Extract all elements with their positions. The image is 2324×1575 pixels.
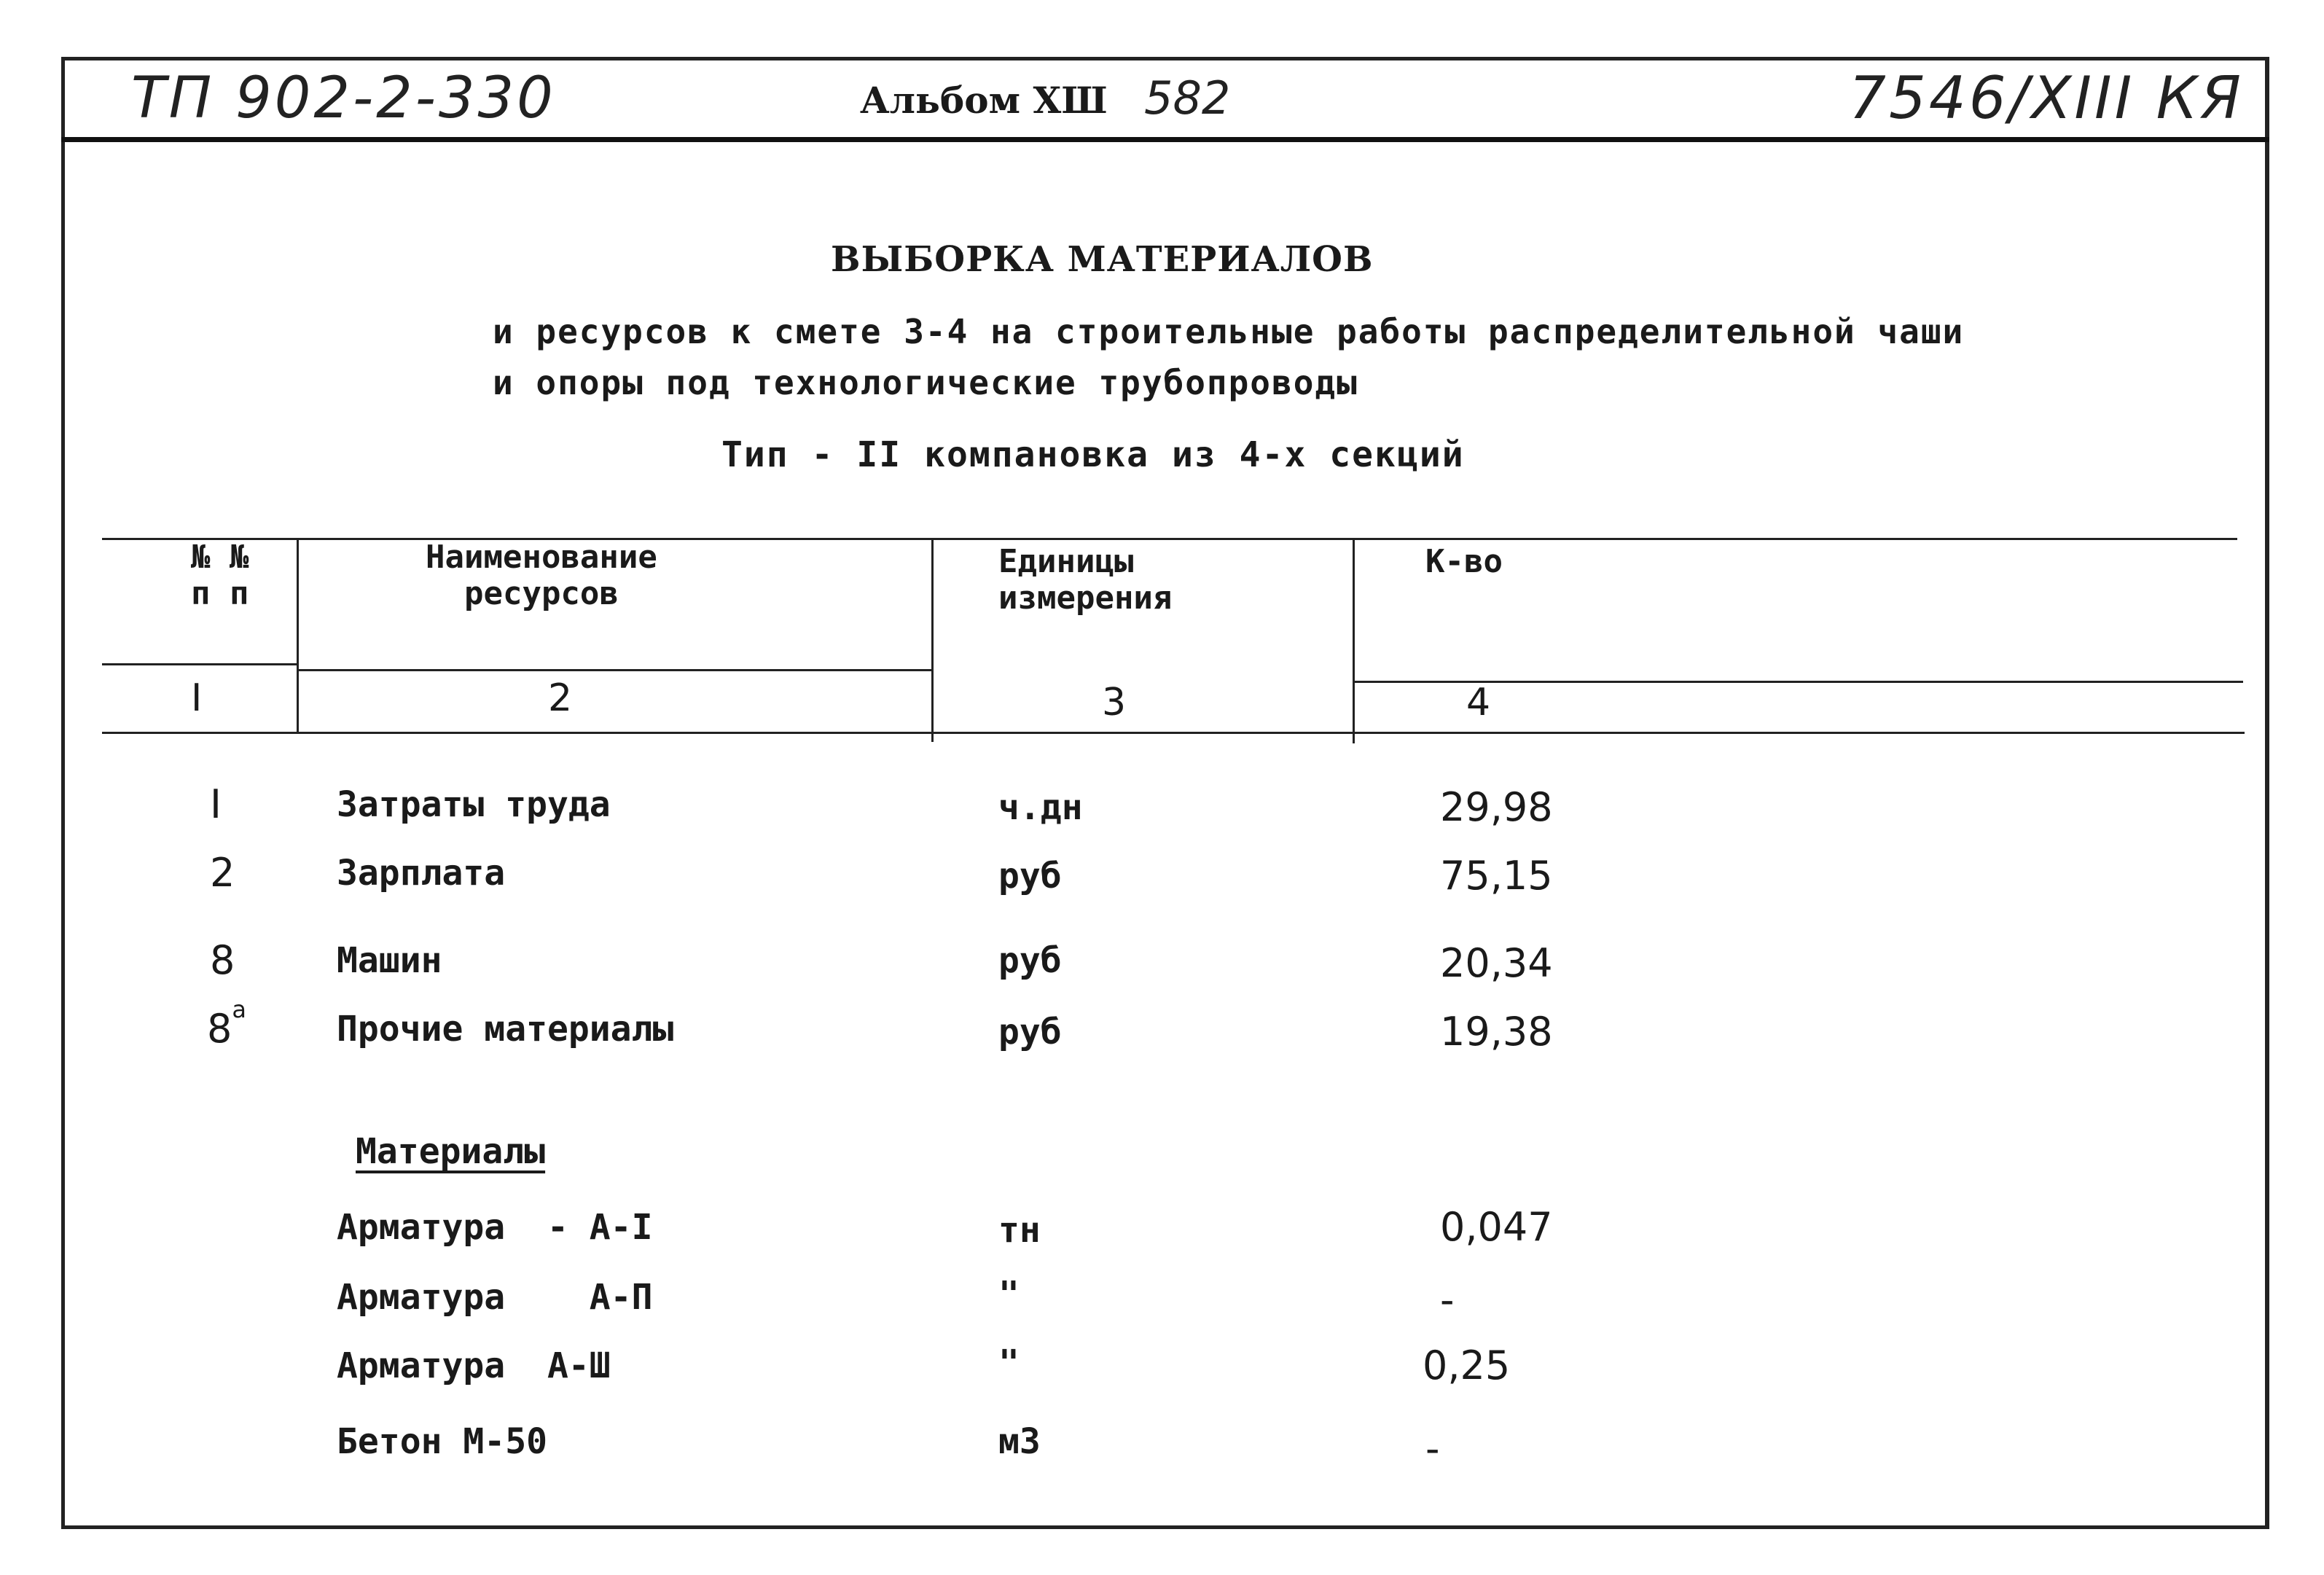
table-divider-3 [1353, 538, 1355, 743]
document-subtitle-line1: и ресурсов к смете 3-4 на строительные работы распределительной чаши [493, 312, 1965, 351]
row-quantity: 29,98 [1440, 784, 1553, 830]
material-name: Арматура А-Ш [337, 1345, 611, 1386]
header-unit: Единицы измерения [998, 543, 1173, 617]
table-divider-2 [931, 538, 934, 742]
row-quantity: 75,15 [1440, 853, 1553, 899]
row-name: Прочие материалы [337, 1009, 674, 1050]
row-number: I [210, 781, 222, 827]
table-header-line-left [102, 663, 299, 665]
table-column-numbers-line [102, 732, 2245, 734]
column-number: I [191, 676, 203, 720]
material-unit: м3 [998, 1421, 1041, 1462]
column-number: 4 [1466, 681, 1491, 724]
row-unit: ч.дн [998, 787, 1083, 828]
row-name: Затраты труда [337, 784, 611, 825]
document-subtitle-type: Тип - II компановка из 4-х секций [721, 434, 1465, 475]
column-number: 3 [1102, 681, 1127, 724]
row-number: 8 [210, 937, 235, 983]
row-quantity: 20,34 [1440, 940, 1553, 986]
row-unit: руб [998, 1012, 1062, 1052]
row-name: Машин [337, 940, 442, 981]
material-quantity: 0,047 [1440, 1204, 1553, 1250]
album-number: 582 [1144, 71, 1231, 125]
table-header-line-mid [299, 669, 933, 671]
material-unit: тн [998, 1210, 1041, 1251]
table-divider-1 [297, 538, 299, 733]
material-quantity: - [1425, 1426, 1440, 1472]
table-top-line [102, 538, 2237, 540]
column-number: 2 [548, 676, 573, 720]
header-resource-name: Наименование ресурсов [426, 539, 657, 612]
material-name: Арматура - А-I [337, 1207, 653, 1248]
header-number: № № п п [191, 539, 249, 612]
inventory-code: 7546/XIII КЯ [1849, 64, 2244, 132]
row-quantity: 19,38 [1440, 1009, 1553, 1055]
document-code: ТП 902-2-330 [131, 66, 556, 131]
row-number: $8^а$ [207, 996, 246, 1052]
material-quantity: - [1440, 1277, 1455, 1323]
album-label: Альбом ХШ [860, 79, 1108, 122]
header-quantity: К-во [1425, 543, 1503, 580]
row-name: Зарплата [337, 853, 506, 894]
row-number: 2 [210, 850, 235, 896]
material-name: Арматура А-П [337, 1277, 653, 1318]
row-unit: руб [998, 940, 1062, 981]
stamp-divider [61, 137, 2269, 142]
material-unit: " [998, 1274, 1020, 1315]
row-number-superscript: а [232, 996, 246, 1023]
document-title: ВЫБОРКА МАТЕРИАЛОВ [831, 239, 1374, 280]
material-name: Бетон М-50 [337, 1421, 547, 1462]
row-unit: руб [998, 856, 1062, 896]
materials-heading: Материалы [356, 1131, 546, 1172]
material-quantity: 0,25 [1423, 1343, 1511, 1388]
document-subtitle-line2: и опоры под технологические трубопроводы [493, 363, 1358, 402]
material-unit: " [998, 1343, 1020, 1383]
